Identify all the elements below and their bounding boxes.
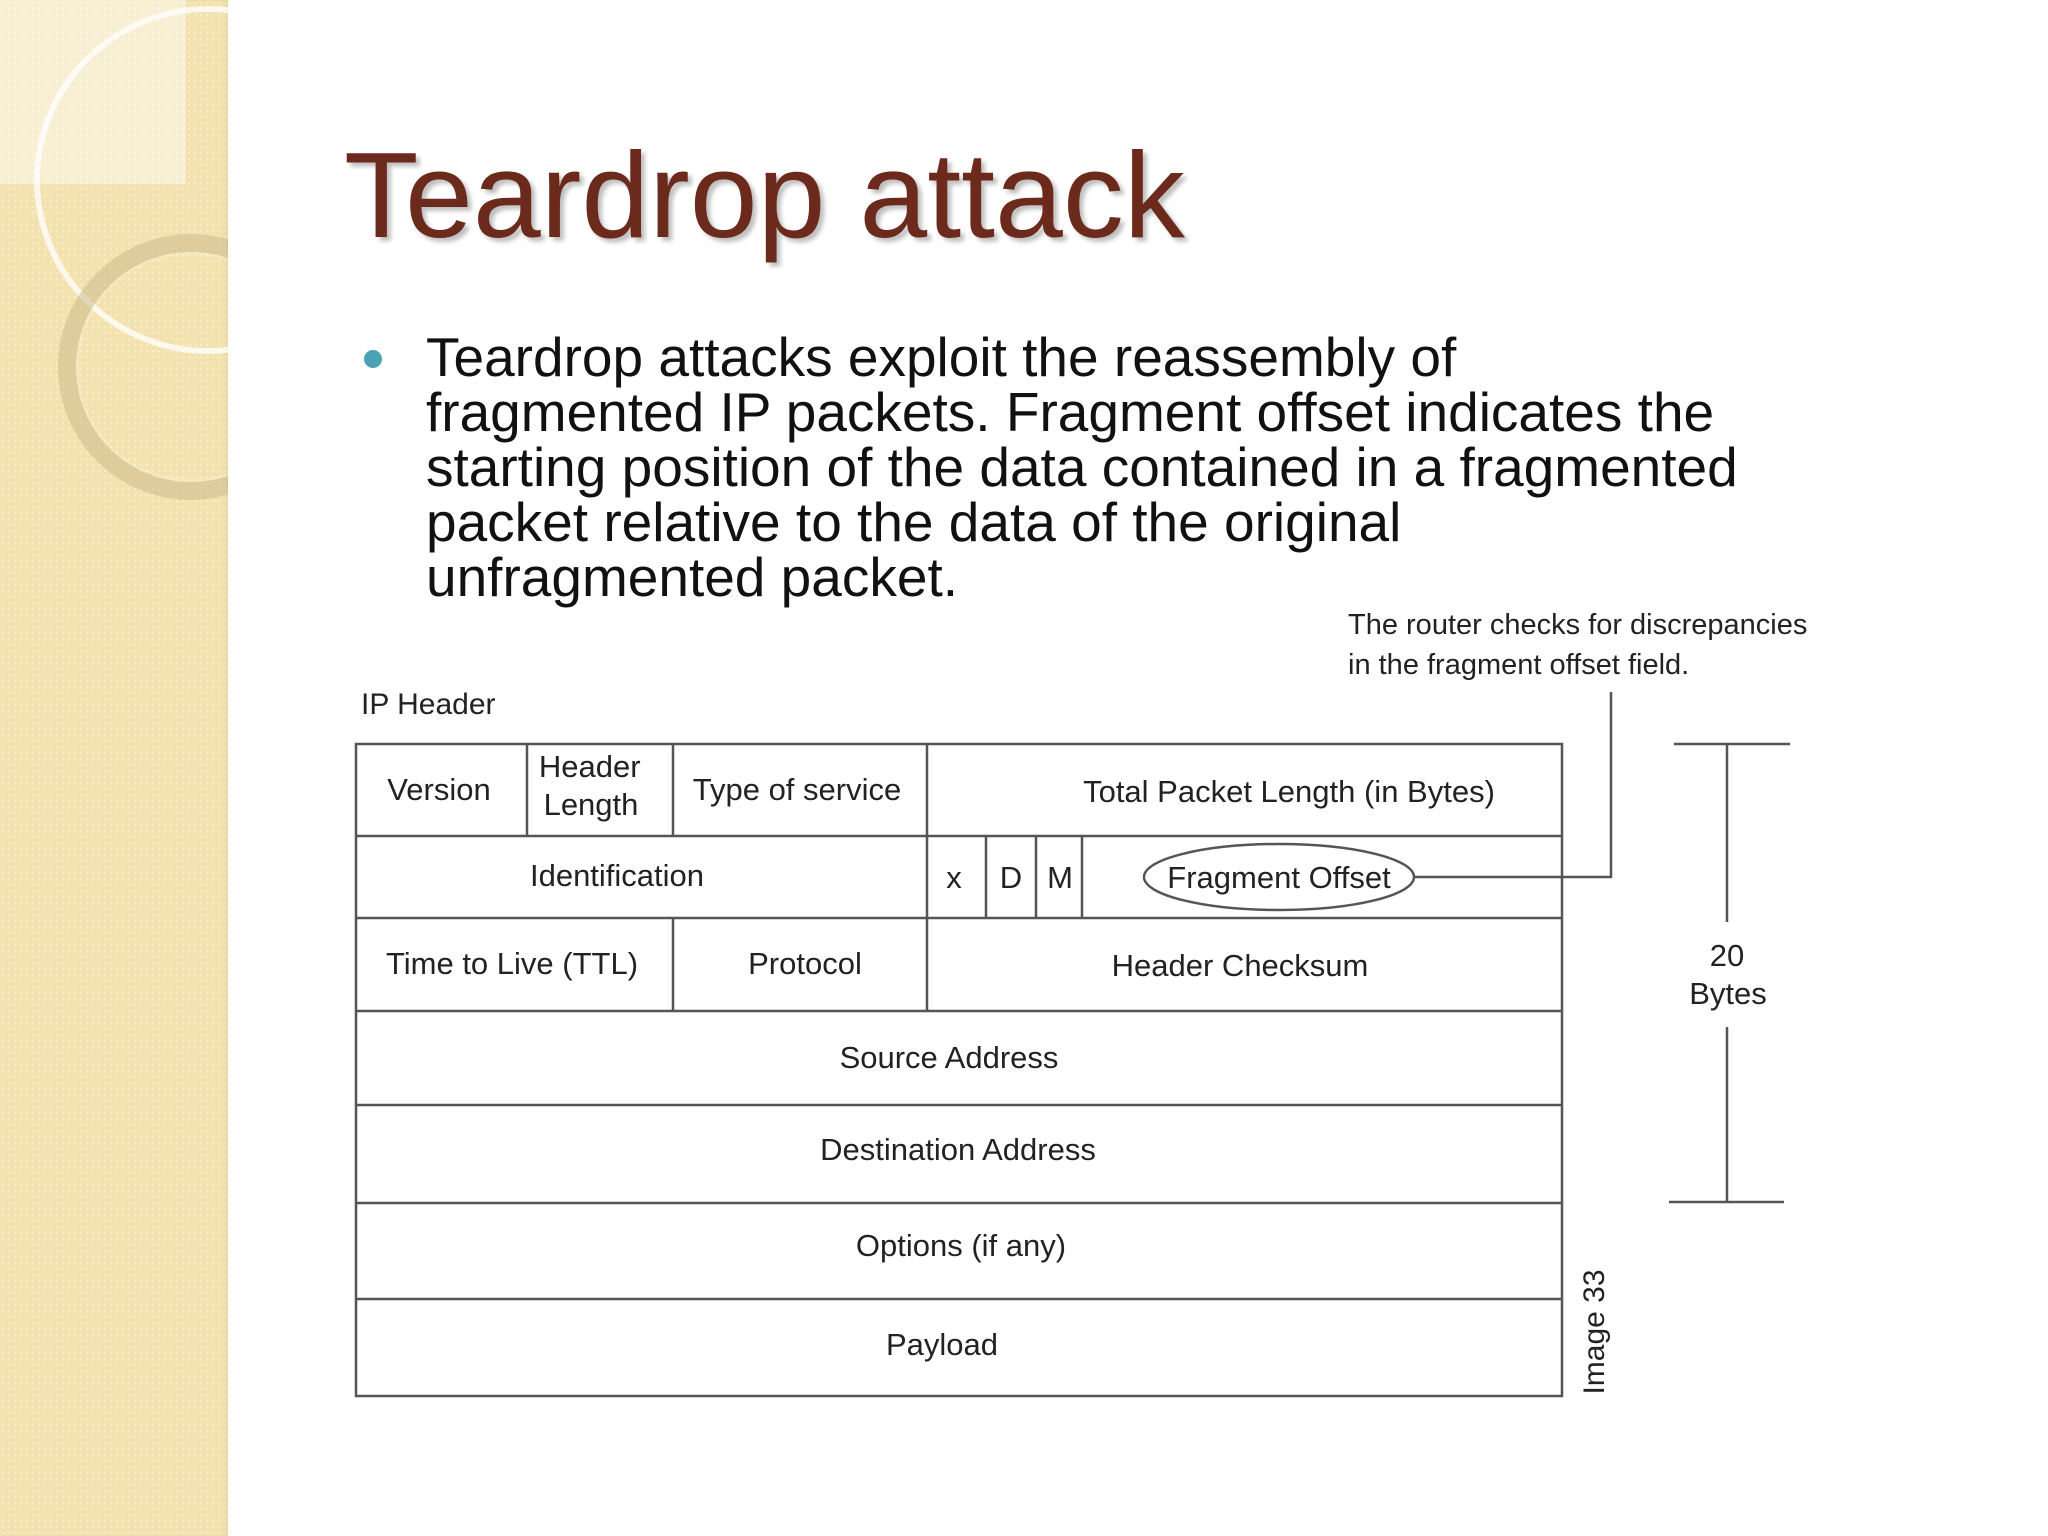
image-credit: Image 33 — [1578, 1269, 1611, 1395]
cell-ttl: Time to Live (TTL) — [385, 946, 639, 981]
cell-source-address: Source Address — [839, 1040, 1059, 1075]
cell-identification: Identification — [529, 858, 705, 893]
annotation-line-1: The router checks for discrepancies — [1348, 609, 1808, 641]
slide-title: Teardrop attack — [344, 127, 1185, 263]
size-label-number: 20 — [1709, 938, 1745, 973]
cell-total-packet-length: Total Packet Length (in Bytes) — [1083, 774, 1495, 809]
cell-fragment-offset: Fragment Offset — [1167, 860, 1391, 895]
size-label-unit: Bytes — [1689, 976, 1767, 1011]
cell-header-checksum: Header Checksum — [1111, 948, 1369, 983]
cell-payload: Payload — [885, 1327, 999, 1362]
cell-options: Options (if any) — [855, 1228, 1067, 1263]
cell-type-of-service: Type of service — [692, 772, 902, 807]
bullet-text: Teardrop attacks exploit the reassembly of fragmented IP packets. Fragment offset indicates the starting position of the data contained in a fragmented packet relative to the data of the original unfragmented packet. — [426, 326, 1738, 608]
cell-protocol: Protocol — [748, 946, 862, 981]
cell-flag-d: D — [999, 860, 1023, 895]
cell-flag-m: M — [1047, 860, 1073, 895]
cell-destination-address: Destination Address — [820, 1132, 1096, 1167]
ip-header-label: IP Header — [361, 688, 496, 721]
annotation-line-2: in the fragment offset field. — [1348, 649, 1690, 681]
cell-version: Version — [387, 772, 491, 807]
cell-header-length: Header Length — [538, 749, 641, 822]
cell-flag-x: x — [946, 860, 962, 895]
